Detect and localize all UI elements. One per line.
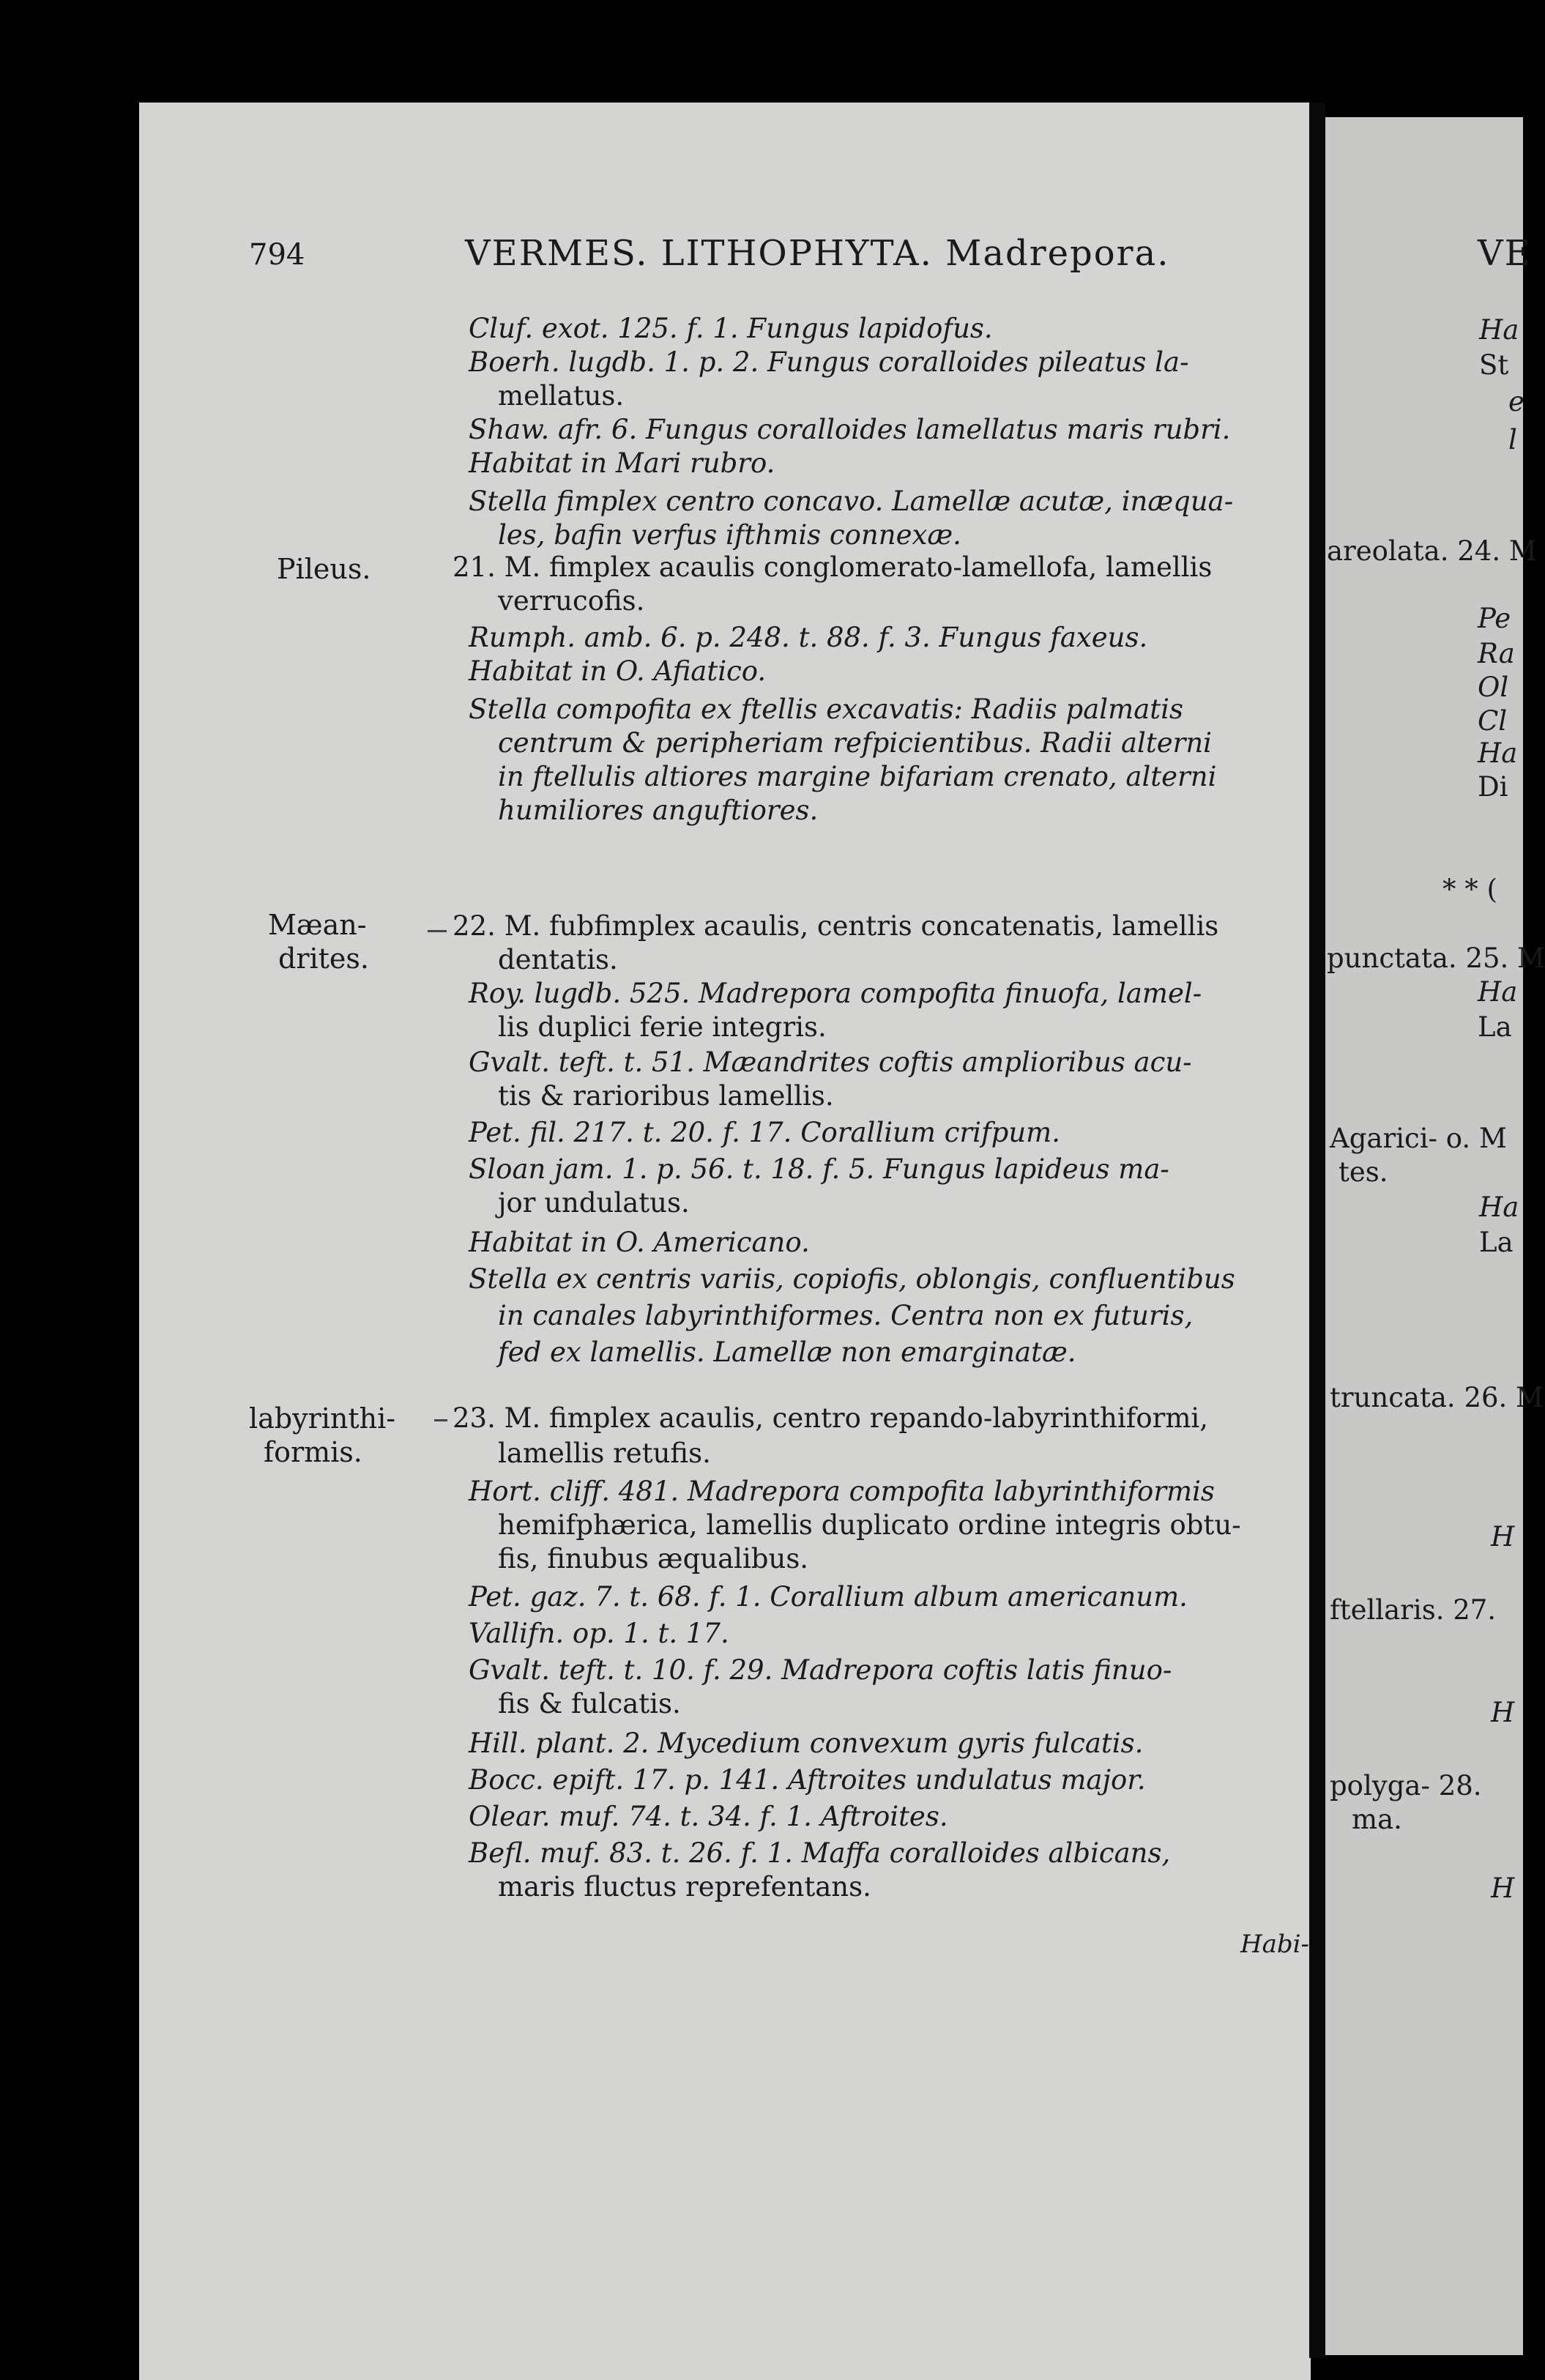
text-line: fed ex lamellis. Lamellæ non emarginatæ.	[498, 1336, 1076, 1368]
text-line: Hort. cliff. 481. Madrepora compofita labyrinthiformis	[469, 1476, 1215, 1507]
facing-line: St	[1479, 349, 1509, 381]
text-line: mellatus.	[498, 380, 625, 412]
text-line: hemifphærica, lamellis duplicato ordine integris obtu-	[498, 1509, 1241, 1541]
text-line: Stella fimplex centro concavo. Lamellæ acutæ, inæqua-	[469, 486, 1234, 517]
facing-running-title: VE	[1478, 233, 1532, 274]
text-line: centrum & peripheriam refpicientibus. Radii alterni	[498, 727, 1213, 759]
facing-line: Cl	[1478, 705, 1508, 737]
catchword: Habi-	[1240, 1930, 1310, 1959]
text-line: Rumph. amb. 6. p. 248. t. 88. f. 3. Fungus faxeus.	[469, 622, 1148, 653]
text-line: Gvalt. teft. t. 51. Mæandrites coftis amplioribus acu-	[469, 1046, 1192, 1078]
running-title: VERMES. LITHOPHYTA. Madrepora.	[465, 233, 1170, 274]
text-line: 21. M. fimplex acaulis conglomerato-lamellofa, lamellis	[453, 551, 1213, 583]
text-line: jor undulatus.	[498, 1187, 690, 1219]
text-line: Habitat in Mari rubro.	[469, 447, 775, 479]
facing-line: Agarici- o. M	[1330, 1123, 1507, 1154]
page-number: 794	[249, 238, 305, 272]
text-line: in ftellulis altiores margine bifariam crenato, alterni	[498, 761, 1217, 792]
text-line: Stella compofita ex ftellis excavatis: Radiis palmatis	[469, 693, 1183, 725]
text-line: Bocc. epift. 17. p. 141. Aftroites undulatus major.	[469, 1764, 1146, 1796]
text-line: lis duplici ferie integris.	[498, 1011, 827, 1043]
text-line: fis, finubus æqualibus.	[498, 1543, 809, 1574]
margin-name: labyrinthi-	[249, 1402, 396, 1435]
text-line: Shaw. afr. 6. Fungus coralloides lamellatus maris rubri.	[469, 414, 1231, 445]
facing-line: tes.	[1339, 1156, 1388, 1188]
text-line: tis & rarioribus lamellis.	[498, 1080, 834, 1112]
text-line: Vallifn. op. 1. t. 17.	[469, 1618, 729, 1649]
text-line: maris fluctus reprefentans.	[498, 1871, 871, 1903]
facing-line: Ha	[1479, 1191, 1519, 1223]
facing-line: polyga- 28.	[1330, 1770, 1482, 1801]
text-line: Olear. muf. 74. t. 34. f. 1. Aftroites.	[469, 1801, 948, 1832]
facing-line: Ol	[1478, 672, 1509, 703]
facing-line: ftellaris. 27.	[1330, 1594, 1497, 1626]
margin-pointer	[434, 1419, 447, 1421]
facing-line: * * (	[1442, 874, 1497, 905]
facing-line: l	[1508, 424, 1517, 455]
facing-line: La	[1479, 1227, 1514, 1258]
facing-line: areolata. 24. M	[1327, 535, 1537, 567]
facing-line: La	[1478, 1011, 1512, 1043]
text-line: humiliores anguftiores.	[498, 795, 819, 826]
facing-line: H	[1491, 1521, 1515, 1552]
facing-line: Ha	[1478, 737, 1518, 769]
text-line: les, bafin verfus ifthmis connexæ.	[498, 519, 961, 551]
facing-line: Ha	[1479, 314, 1519, 346]
facing-line: ma.	[1352, 1804, 1402, 1835]
facing-line: e	[1508, 386, 1524, 417]
facing-line: Di	[1478, 771, 1508, 803]
facing-line: Ra	[1478, 638, 1515, 669]
text-line: Sloan jam. 1. p. 56. t. 18. f. 5. Fungus lapideus ma-	[469, 1153, 1169, 1185]
facing-line: punctata. 25. M	[1327, 942, 1545, 974]
text-line: Stella ex centris variis, copiofis, oblongis, confluentibus	[469, 1263, 1235, 1295]
text-line: Pet. gaz. 7. t. 68. f. 1. Corallium album americanum.	[469, 1581, 1188, 1613]
book-gutter	[1309, 103, 1325, 2358]
margin-name: formis.	[264, 1436, 362, 1468]
margin-name: drites.	[278, 942, 369, 975]
margin-name: Mæan-	[268, 909, 367, 941]
text-line: Gvalt. teft. t. 10. f. 29. Madrepora coftis latis finuo-	[469, 1654, 1172, 1686]
text-line: Roy. lugdb. 525. Madrepora compofita finuofa, lamel-	[469, 978, 1202, 1009]
text-line: Habitat in O. Americano.	[469, 1227, 810, 1258]
text-line: Boerh. lugdb. 1. p. 2. Fungus coralloides pileatus la-	[469, 346, 1189, 378]
text-line: 23. M. fimplex acaulis, centro repando-labyrinthiformi,	[453, 1402, 1209, 1434]
facing-line: Ha	[1478, 976, 1518, 1008]
text-line: Hill. plant. 2. Mycedium convexum gyris fulcatis.	[469, 1728, 1144, 1759]
margin-pointer	[428, 930, 447, 932]
text-line: 22. M. fubfimplex acaulis, centris concatenatis, lamellis	[453, 910, 1219, 942]
facing-line: H	[1491, 1873, 1515, 1904]
text-line: Befl. muf. 83. t. 26. f. 1. Maffa coralloides albicans,	[469, 1837, 1171, 1869]
text-line: Pet. fil. 217. t. 20. f. 17. Corallium crifpum.	[469, 1117, 1061, 1148]
text-line: Habitat in O. Afiatico.	[469, 655, 767, 687]
facing-line: Pe	[1478, 603, 1511, 634]
facing-line: truncata. 26. M	[1330, 1382, 1544, 1413]
text-line: dentatis.	[498, 944, 618, 975]
facing-line: H	[1491, 1697, 1515, 1728]
text-line: Cluf. exot. 125. f. 1. Fungus lapidofus.	[469, 313, 993, 344]
text-line: in canales labyrinthiformes. Centra non ex futuris,	[498, 1300, 1194, 1331]
text-line: verrucofis.	[498, 585, 645, 617]
text-line: lamellis retufis.	[498, 1438, 711, 1469]
text-line: fis & fulcatis.	[498, 1688, 681, 1719]
margin-name: Pileus.	[277, 553, 371, 585]
